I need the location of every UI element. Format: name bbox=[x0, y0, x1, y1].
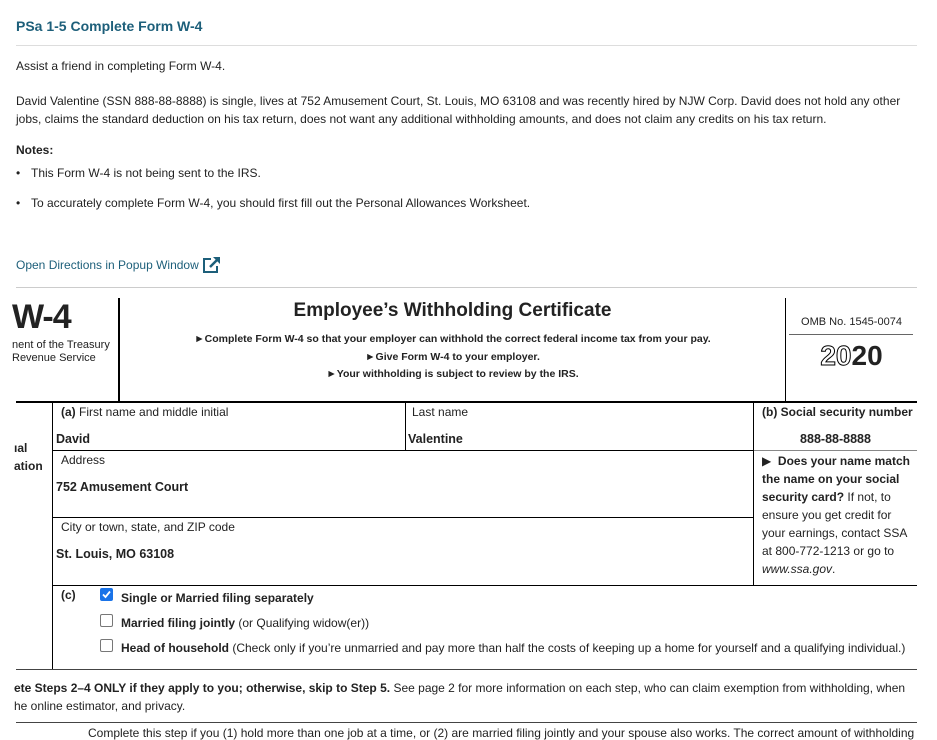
last-name-label: Last name bbox=[412, 405, 469, 419]
city-field[interactable]: St. Louis, MO 63108 bbox=[56, 547, 175, 561]
step1-side-label: ıal bbox=[14, 441, 28, 455]
address-field[interactable]: 752 Amusement Court bbox=[56, 480, 189, 494]
notes-heading: Notes: bbox=[16, 143, 54, 157]
w4-form bbox=[12, 287, 917, 740]
title-divider bbox=[16, 45, 917, 46]
ssn-field[interactable]: 888-88-8888 bbox=[800, 432, 871, 446]
intro-text: Assist a friend in completing Form W-4. bbox=[16, 59, 226, 73]
steps-instruction: ete Steps 2–4 ONLY if they apply to you; otherwise, skip to Step 5. See page 2 for more information on each step, who can claim exemption from withholding, when bbox=[14, 681, 906, 695]
married-jointly-option-label: Married filing jointly (or Qualifying widow(er)) bbox=[121, 616, 370, 630]
filing-status-label: (c) bbox=[61, 588, 76, 602]
arrow-icon: ▶ bbox=[762, 454, 772, 468]
last-name-field[interactable]: Valentine bbox=[408, 432, 463, 446]
omb-number: OMB No. 1545-0074 bbox=[801, 316, 902, 328]
form-number: W-4 bbox=[12, 298, 71, 336]
instruction-2: ►Give Form W-4 to your employer. bbox=[365, 351, 540, 363]
head-of-household-checkbox[interactable] bbox=[100, 639, 113, 652]
bullet-icon: • bbox=[16, 196, 21, 210]
head-of-household-option-label: Head of household (Check only if you’re unmarried and pay more than half the costs of keeping up a home for yourself and a qualifying individual.) bbox=[121, 641, 906, 655]
department-label: nent of the Treasury Revenue Service bbox=[12, 339, 110, 364]
form-heading: Employee’s Withholding Certificate bbox=[293, 300, 612, 321]
first-name-label: (a) First name and middle initial bbox=[61, 405, 229, 419]
scenario-line-2: jobs, claims the standard deduction on his tax return, does not want any additional withholding amounts, and does not claim any credits on his tax return. bbox=[16, 112, 827, 126]
form-year: 2020 bbox=[820, 340, 883, 371]
instruction-3: ►Your withholding is subject to review by the IRS. bbox=[326, 368, 579, 380]
steps-instruction-line2: he online estimator, and privacy. bbox=[14, 699, 186, 713]
married-jointly-checkbox[interactable] bbox=[100, 614, 113, 627]
scenario-line-1: David Valentine (SSN 888-88-8888) is single, lives at 752 Amusement Court, St. Louis, MO 63108 and was recently hired by NJW Corp. David does not hold any other bbox=[16, 94, 901, 108]
step1-side-label: ation bbox=[14, 459, 43, 473]
first-name-field[interactable]: David bbox=[56, 432, 91, 446]
checkmark-icon bbox=[101, 589, 112, 600]
instruction-1: ►Complete Form W-4 so that your employer can withhold the correct federal income tax from your pay. bbox=[194, 333, 711, 345]
bullet-icon: • bbox=[16, 166, 21, 180]
step2-instruction: Complete this step if you (1) hold more than one job at a time, or (2) are married filing jointly and your spouse also works. The correct amount of withholding bbox=[88, 726, 915, 740]
name-match-note: ▶ Does your name match the name on your social security card? If not, to ensure you get credit for your earnings, contact SSA at 800-772-1213 or go to www.ssa.gov. bbox=[762, 454, 910, 576]
external-link-icon[interactable] bbox=[202, 255, 222, 275]
page-title: PSa 1-5 Complete Form W-4 bbox=[16, 18, 203, 34]
single-option-label: Single or Married filing separately bbox=[121, 591, 314, 605]
single-checkbox[interactable] bbox=[100, 588, 113, 601]
city-label: City or town, state, and ZIP code bbox=[61, 520, 235, 534]
popup-directions-link[interactable]: Open Directions in Popup Window bbox=[16, 258, 199, 272]
address-label: Address bbox=[61, 453, 106, 467]
ssn-label: (b) Social security number bbox=[762, 405, 913, 419]
